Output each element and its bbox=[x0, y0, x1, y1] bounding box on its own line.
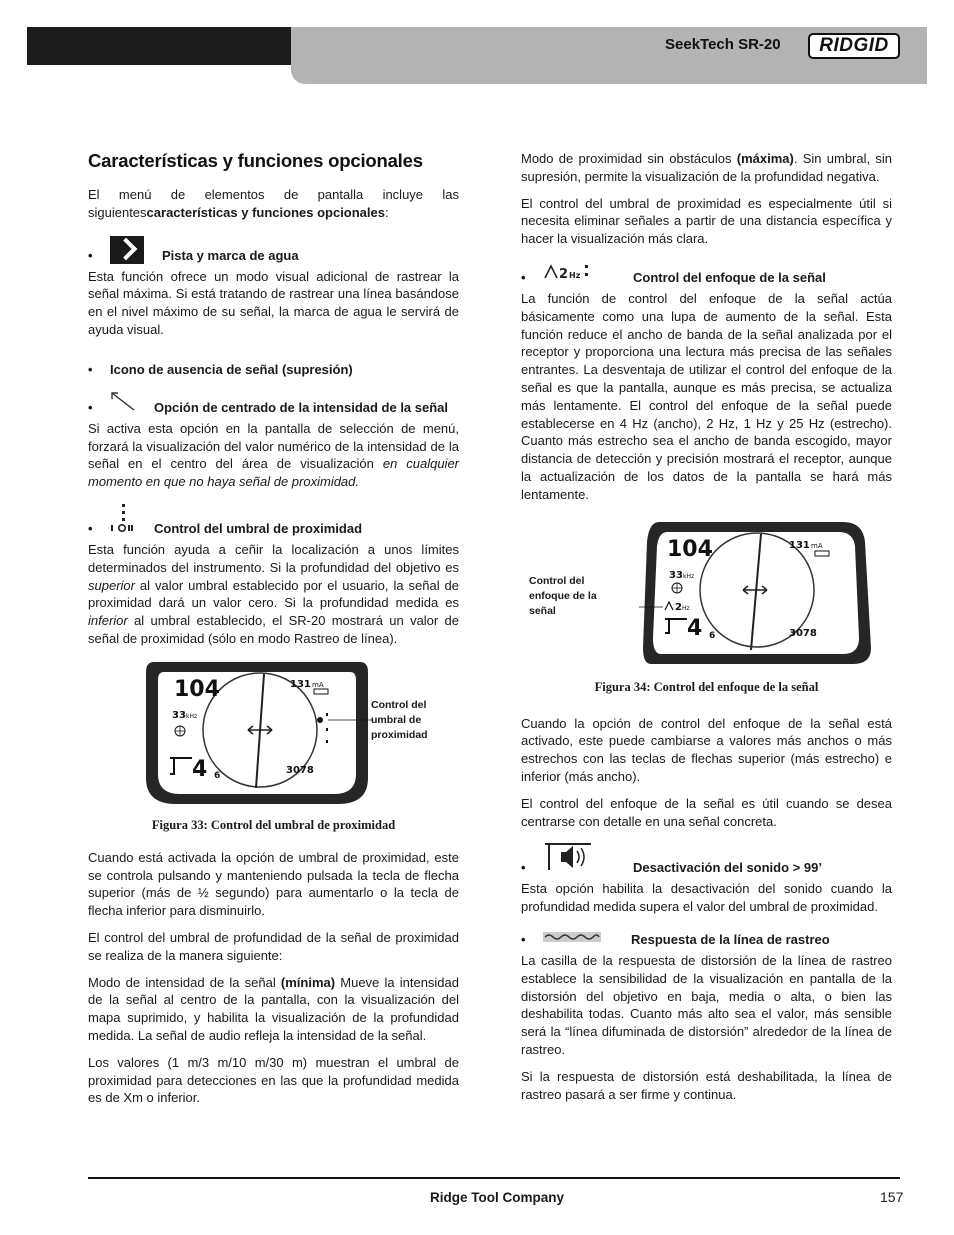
display-frequency: 33 bbox=[172, 709, 186, 721]
display-screen-figure-34 bbox=[639, 518, 879, 668]
sound-off-paragraph: Esta opción habilita la desactivación del sonido cuando la profundidad medida supera el valor del umbral de proximidad. bbox=[521, 881, 892, 915]
track-paragraph: Esta función ofrece un modo visual adicional de rastrear la señal máxima. Si está tratando de rastrear una línea basándose en el nivel máximo de su señal, la marca de agua le servirá de ayuda visual. bbox=[88, 268, 459, 337]
page-number: 157 bbox=[880, 1189, 904, 1205]
display-depth-feet-34: 4 bbox=[687, 615, 703, 641]
display-current-34: 131 bbox=[789, 539, 810, 551]
svg-text:Hz: Hz bbox=[569, 270, 581, 280]
bullet-track-watermark: • Pista y marca de agua bbox=[88, 236, 459, 264]
figure-33 bbox=[88, 658, 459, 808]
focus-use-paragraph: El control del enfoque de la señal es útil cuando se desea centrarse con detalle en una señal concreta. bbox=[521, 795, 892, 829]
figure-33-caption: Figura 33: Control del umbral de proximidad bbox=[151, 817, 396, 832]
threshold-use-paragraph: El control del umbral de proximidad es especialmente útil si necesita eliminar señales a partir de una distancia específica y hacer la visualización más clara. bbox=[521, 195, 892, 247]
threshold-control-paragraph: Cuando está activada la opción de umbral de proximidad, este se controla pulsando y manteniendo pulsada la tecla de flecha superior (más de ½ segundo) para aumentarlo o la tecla de flecha inferior para disminuirlo. bbox=[88, 849, 459, 919]
display-current: 131 bbox=[290, 678, 311, 690]
display-focus: 2 bbox=[675, 601, 682, 613]
logo-text: RIDGID bbox=[819, 35, 889, 56]
figure-33-label: Control del umbral de proximidad bbox=[371, 698, 428, 741]
display-strength: 104 bbox=[174, 676, 220, 702]
display-current-unit-34: mA bbox=[811, 541, 823, 550]
focus-change-paragraph: Cuando la opción de control del enfoque de la señal está activado, este puede cambiarse a valores más anchos o más estrechos con las teclas de flechas superior (más estrecho) e inferior (más ancho). bbox=[521, 715, 892, 784]
bullet-signal-focus: • 2 Hz Control del enfoque de la señal bbox=[521, 262, 892, 286]
display-frequency-unit-34: kHz bbox=[683, 572, 695, 580]
display-focus-unit: Hz bbox=[682, 604, 690, 612]
proximity-paragraph: Esta función ayuda a ceñir la localización a unos límites determinados del instrumento. Si la profundidad del objetivo es superior al valor umbral establecido por el usuario, la señal de proximidad dará un valor cero. Si la profundidad medida es inferior al umbral establecido, el SR-20 mostrará un valor de señal de proximidad (sólo en modo Rastreo de línea). bbox=[88, 541, 459, 646]
sound-off-icon bbox=[543, 842, 593, 876]
min-mode-paragraph: Modo de intensidad de la señal (mínima) Mueve la intensidad de la señal al centro de la pantalla, con la visualización del mapa suprimido, y habilita la visualización de la profundidad medida. La señal de audio refleja la intensidad de la señal. bbox=[88, 974, 460, 1043]
section-title: Características y funciones opcionales bbox=[88, 150, 423, 171]
display-depth-feet: 4 bbox=[192, 756, 208, 782]
footer-rule bbox=[88, 1177, 900, 1179]
display-depth-inches: 6 bbox=[214, 770, 221, 781]
figure-34-label: Control del enfoque de la señal bbox=[529, 574, 597, 617]
footer-company: Ridge Tool Company bbox=[430, 1190, 564, 1205]
bullet-no-signal: • Icono de ausencia de señal (supresión) bbox=[88, 361, 353, 377]
trace-disabled-paragraph: Si la respuesta de distorsión está deshabilitada, la línea de rastreo pasará a ser firme y continua. bbox=[521, 1068, 892, 1102]
display-strength-34: 104 bbox=[667, 536, 713, 562]
centering-paragraph: Si activa esta opción en la pantalla de selección de menú, forzará la visualización del valor numérico de la intensidad de la señal en el centro del área de visualización en cualquier momento en que no haya señal de proximidad. bbox=[88, 420, 459, 490]
threshold-modes-paragraph: El control del umbral de profundidad de la señal de proximidad se realiza de la manera siguiente: bbox=[88, 929, 459, 963]
product-title: SeekTech SR-20 bbox=[665, 36, 781, 53]
display-frequency-34: 33 bbox=[669, 569, 683, 581]
figure-34 bbox=[521, 518, 892, 668]
header-black-bar bbox=[27, 27, 291, 65]
bullet-sound-off: • Desactivación del sonido > 99’ bbox=[521, 842, 892, 876]
display-proximity: 3078 bbox=[286, 764, 314, 776]
right-column bbox=[521, 150, 892, 1112]
display-proximity-34: 3078 bbox=[789, 627, 817, 639]
trace-response-paragraph: La casilla de la respuesta de distorsión de la línea de rastreo establece la sensibilidad de la visualización en pantalla de la distorsión del objetivo en baja, media o alta, o bien las deshabilita todas. Cuanto más alto sea el valor, más sensible será la “línea difuminada de distorsión” alrededor de la línea de rastreo. bbox=[521, 952, 892, 1057]
svg-text:2: 2 bbox=[559, 266, 569, 282]
bullet-proximity-threshold: • Control del umbral de proximidad bbox=[88, 503, 459, 537]
values-paragraph: Los valores (1 m/3 m/10 m/30 m) muestran el umbral de proximidad para detecciones en las que la profundidad medida es de Xm o inferior. bbox=[88, 1054, 459, 1106]
figure-34-caption: Figura 34: Control del enfoque de la señal bbox=[594, 679, 819, 694]
left-column bbox=[88, 150, 459, 1116]
bullet-centering: • Opción de centrado de la intensidad de la señal bbox=[88, 390, 459, 416]
display-screen-figure-33 bbox=[142, 658, 372, 808]
proximity-threshold-icon bbox=[110, 503, 136, 537]
trace-response-icon bbox=[543, 930, 601, 948]
ridgid-logo bbox=[808, 33, 900, 59]
max-mode-paragraph: Modo de proximidad sin obstáculos (máxima). Sin umbral, sin supresión, permite la visualización de la profundidad negativa. bbox=[521, 151, 893, 184]
intro-paragraph: El menú de elementos de pantalla incluye las siguientescaracterísticas y funciones opcionales: bbox=[88, 187, 459, 220]
display-frequency-unit: kHz bbox=[186, 712, 198, 720]
display-depth-inches-34: 6 bbox=[709, 630, 716, 641]
signal-strength-arrow-icon bbox=[110, 390, 136, 416]
track-chevron-icon bbox=[110, 236, 144, 264]
signal-focus-paragraph: La función de control del enfoque de la señal actúa básicamente como una lupa de aumento de la señal. Esta función reduce el ancho de banda de la señal analizada por el receptor y proporciona una lectura más precisa de las señales entrantes. La desventaja de utilizar el control del enfoque de la señal es que la pantalla, aunque es más precisa, se actualiza más lentamente. El control del enfoque de la señal puede establecerse en 4 Hz (ancho), 2 Hz, 1 Hz y 25 Hz (estrecho). Cuanto más estrecho sea el ancho de banda escogido, mayor distancia de detección y precisión mostrará el receptor, aunque la actualización de los datos de la pantalla se hará más lentamente. bbox=[521, 290, 892, 502]
bullet-trace-response: • Respuesta de la línea de rastreo bbox=[521, 931, 830, 947]
signal-focus-icon bbox=[543, 262, 593, 286]
display-current-unit: mA bbox=[312, 680, 324, 689]
